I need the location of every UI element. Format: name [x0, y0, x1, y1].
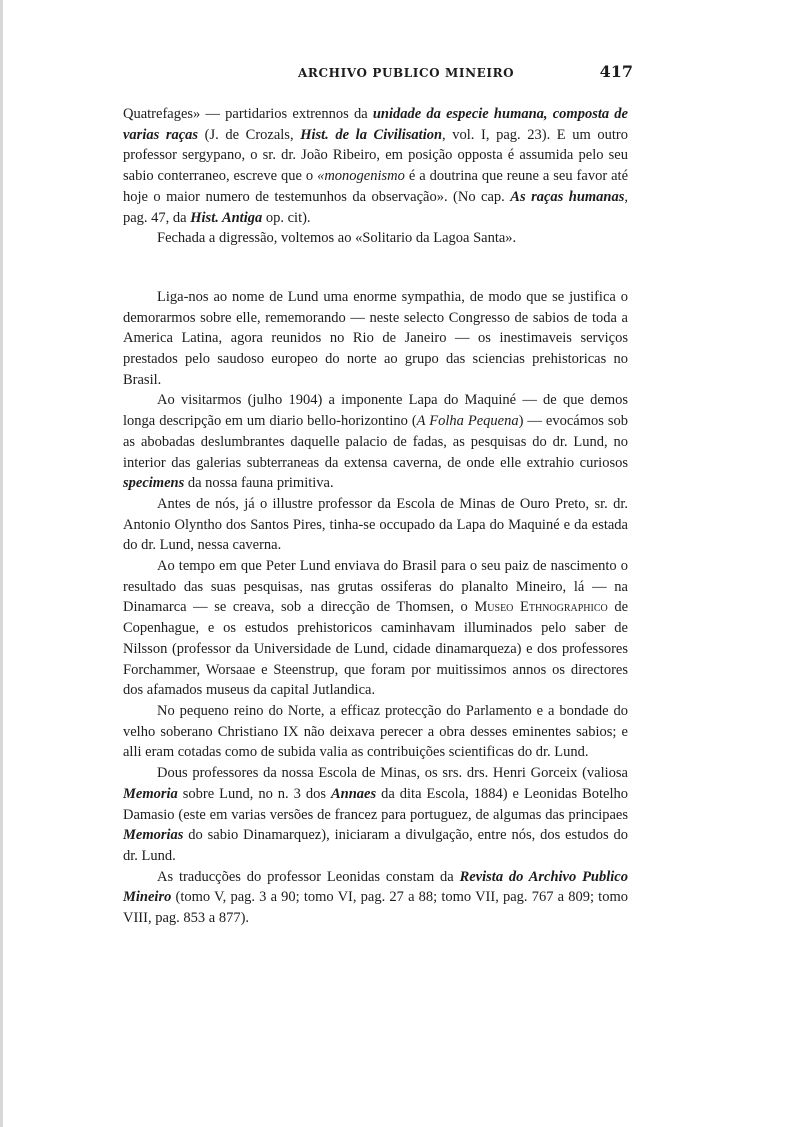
page-number: 417 [599, 62, 633, 81]
paragraph-4 [123, 390, 628, 494]
page-edge [0, 0, 3, 1127]
small-caps-run: Museo Ethnographico [474, 599, 608, 616]
paragraph-1 [123, 104, 628, 228]
paragraph-8 [123, 763, 628, 867]
italic-run: Annaes [331, 785, 377, 802]
italic-run: Revista do Archivo Publico Mineiro [123, 868, 628, 906]
text-run: , vol. I, pag. 23). E um outro professor sergypano, o sr. dr. João Ribeiro, em posição opposta é assumida pelo seu sabio conterraneo, escreve que o [123, 126, 628, 185]
text-run: (J. de Crozals, [198, 126, 301, 143]
italic-run: Memoria [123, 785, 178, 802]
italic-run: Hist. de la Civilisation [300, 126, 443, 143]
paragraph-2: Fechada a digressão, voltemos ao «Solitario da Lagoa Santa». [157, 230, 517, 247]
text-run: Ao tempo em que Peter Lund enviava do Brasil para o seu paiz de nascimento o resultado das suas pesquisas, nas grutas ossiferas do planalto Mineiro, lá — na Dinamarca — se creava, sob a direcção de Thomsen, o [123, 558, 628, 616]
paragraph-6 [123, 556, 628, 701]
text-run: Quatrefages» — partidarios extrennos da [123, 106, 373, 122]
text-run: do sabio Dinamarquez), iniciaram a divulgação, entre nós, dos estudos do dr. Lund. [123, 827, 628, 864]
italic-run: Hist. Antiga [190, 209, 263, 226]
text-run: é a doutrina que reune a seu favor até hoje o maior numero de testemunhos da observação». (No cap. [123, 168, 628, 205]
italic-run: As raças humanas [510, 188, 625, 205]
text-run: Ao visitarmos (julho 1904) a imponente Lapa do Maquiné — de que demos longa descripção em um diario bello-horizontino ( [123, 392, 628, 430]
italic-run: Memorias [123, 827, 184, 844]
text-run: op. cit). [262, 209, 311, 226]
italic-run: unidade da especie humana, composta de varias raças [123, 106, 628, 143]
section-gap [123, 249, 628, 287]
text-run: da dita Escola, 1884) e Leonidas Botelho Damasio (este em varias versões de francez para portuguez, de algumas das principaes [123, 785, 628, 823]
body-text [123, 104, 628, 929]
text-run: ) — evocámos sob as abobadas deslumbrantes daquelle palacio de fadas, as pesquisas do dr. Lund, no interior das galerias subterraneas da extensa caverna, de onde elle extrahio curiosos [123, 413, 629, 471]
italic-run: «monogenismo [317, 168, 405, 185]
text-run: Dous professores da nossa Escola de Minas, os srs. drs. Henri Gorceix (valiosa [157, 765, 628, 782]
paragraph-9 [123, 867, 628, 929]
text-run: de Copenhague, e os estudos prehistoricos caminhavam illuminados pelo saber de Nilsson (professor da Universidade de Lund, cidade dinamarqueza) e dos professores Forchammer, Worsaae e Steenstrup, que foram por muitissimos annos os directores dos afamados museus da capital Jutlandica. [123, 599, 629, 699]
italic-run: A Folha Pequena [416, 413, 519, 430]
text-run: As traducções do professor Leonidas constam da [157, 868, 460, 885]
paragraph-3: Liga-nos ao nome de Lund uma enorme sympathia, de modo que se justifica o demorarmos sobre elle, rememorando — neste selecto Congresso de sabios de toda a America Latina, agora reunidos no Rio de Janeiro — os inestimaveis serviços prestados pelo saudoso europeo do norte ao grupo das sciencias prehistoricas no Brasil. [123, 288, 628, 388]
running-title: ARCHIVO PUBLICO MINEIRO [298, 66, 515, 80]
text-run: sobre Lund, no n. 3 dos [177, 785, 331, 802]
italic-run: specimens [123, 475, 185, 492]
paragraph-5: Antes de nós, já o illustre professor da Escola de Minas de Ouro Preto, sr. dr. Antonio Olyntho dos Santos Pires, tinha-se occupado da Lapa do Maquiné e da estada do dr. Lund, nessa caverna. [123, 495, 628, 554]
paragraph-7: No pequeno reino do Norte, a efficaz protecção do Parlamento e a bondade do velho soberano Christiano IX não deixava perecer a obra desses eminentes sabios; e alli eram cotadas como de subida valia as contribuições scientificas do dr. Lund. [123, 702, 628, 761]
text-run: da nossa fauna primitiva. [184, 475, 334, 492]
running-header [123, 62, 633, 86]
text-run: (tomo V, pag. 3 a 90; tomo VI, pag. 27 a 88; tomo VII, pag. 767 a 809; tomo VIII, pag. 853 a 877). [123, 889, 628, 927]
text-run: , pag. 47, da [123, 188, 628, 226]
